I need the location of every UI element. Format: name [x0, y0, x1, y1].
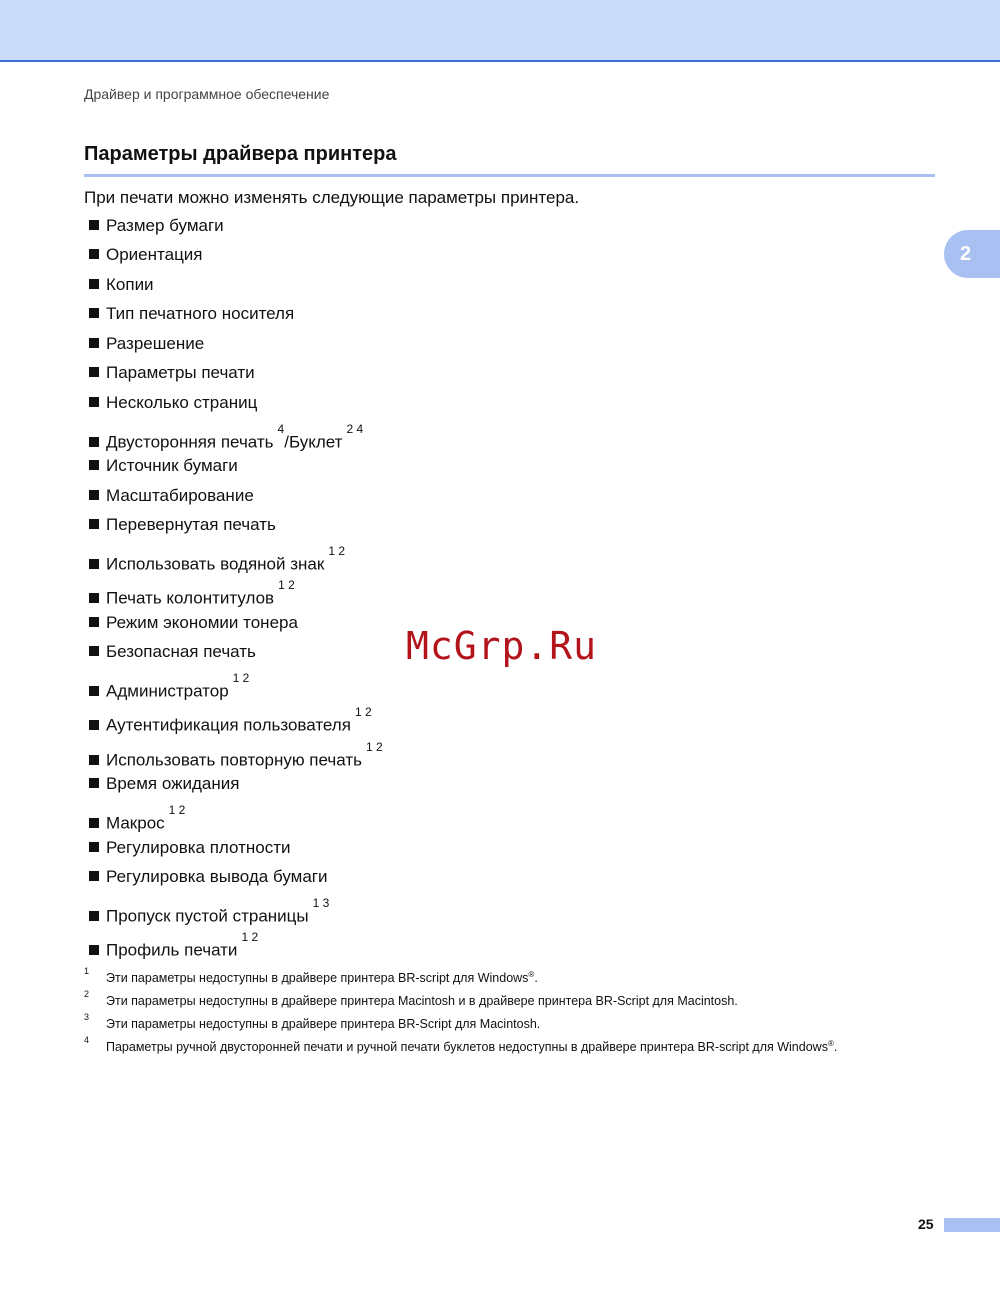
list-item-label: Безопасная печать: [106, 642, 256, 661]
footnote-text: Эти параметры недоступны в драйвере принтера Macintosh и в драйвере принтера BR-Script для Macintosh.: [106, 994, 738, 1008]
list-item-label: Администратор: [106, 681, 229, 701]
list-item: [89, 578, 295, 611]
list-item: [89, 836, 291, 860]
square-bullet-icon: [89, 559, 99, 569]
intro-text: При печати можно изменять следующие параметры принтера.: [84, 188, 580, 207]
footnote-text-wrap: [106, 1040, 837, 1054]
top-header-band: [0, 0, 1000, 62]
page-number: 25: [918, 1216, 934, 1232]
square-bullet-icon: [89, 617, 99, 627]
square-bullet-icon: [89, 367, 99, 377]
list-item-label: Использовать повторную печать: [106, 750, 362, 770]
square-bullet-icon: [89, 490, 99, 500]
list-item-label: Аутентификация пользователя: [106, 715, 351, 735]
list-item-label: Разрешение: [106, 334, 205, 353]
square-bullet-icon: [89, 460, 99, 470]
square-bullet-icon: [89, 437, 99, 447]
list-item: [89, 422, 364, 455]
square-bullet-icon: [89, 720, 99, 730]
footnote-ref: 1 2: [232, 671, 250, 685]
list-item-label: /Буклет: [284, 432, 343, 452]
list-item: [89, 544, 345, 577]
footnote-ref: 1 2: [366, 740, 383, 754]
list-item-label: Печать колонтитулов: [106, 588, 275, 608]
list-item-label: Режим экономии тонера: [106, 613, 298, 632]
square-bullet-icon: [89, 308, 99, 318]
list-item-label: Источник бумаги: [106, 456, 238, 475]
list-item: [89, 930, 259, 963]
registered-mark: ®: [528, 970, 535, 979]
footnote-number: 4: [84, 1035, 90, 1045]
list-item: [89, 865, 328, 889]
square-bullet-icon: [89, 646, 99, 656]
square-bullet-icon: [89, 818, 99, 828]
square-bullet-icon: [89, 249, 99, 259]
list-item: [89, 302, 294, 326]
list-item-label: Регулировка вывода бумаги: [106, 867, 328, 886]
footnote-text: Эти параметры недоступны в драйвере принтера BR-Script для Macintosh.: [106, 1017, 541, 1031]
list-item-label: Тип печатного носителя: [106, 304, 295, 323]
list-item-label: Несколько страниц: [106, 393, 258, 412]
footnote-ref: 1 2: [168, 803, 186, 817]
footnote-ref: 1 3: [312, 896, 330, 910]
list-item: [89, 484, 254, 508]
list-item: [89, 332, 204, 356]
list-item: [89, 513, 276, 537]
footnote-text: Параметры ручной двусторонней печати и ручной печати буклетов недоступны в драйвере принтера BR-script для Windows: [106, 1040, 828, 1054]
square-bullet-icon: [89, 279, 99, 289]
footnote-ref: 1 2: [278, 578, 295, 592]
footnote-end: .: [534, 971, 538, 985]
list-item: [89, 454, 238, 478]
square-bullet-icon: [89, 778, 99, 788]
square-bullet-icon: [89, 519, 99, 529]
watermark: McGrp.Ru: [406, 624, 598, 668]
footnote-ref: 1 2: [354, 705, 372, 719]
title-underline: [84, 174, 935, 177]
list-item-label: Пропуск пустой страницы: [106, 906, 309, 926]
list-item-label: Масштабирование: [106, 486, 254, 505]
list-item: [89, 273, 154, 297]
footnote-text-wrap: [106, 971, 538, 985]
list-item-label: Регулировка плотности: [106, 838, 291, 857]
square-bullet-icon: [89, 397, 99, 407]
square-bullet-icon: [89, 911, 99, 921]
list-item: [89, 705, 372, 738]
list-item: [89, 772, 239, 796]
square-bullet-icon: [89, 871, 99, 881]
list-item-label: Использовать водяной знак: [106, 554, 325, 574]
list-item: [89, 740, 383, 773]
footnote-text: Эти параметры недоступны в драйвере принтера BR-script для Windows: [106, 971, 529, 985]
registered-mark: ®: [827, 1039, 834, 1048]
list-item-label: Копии: [106, 275, 154, 294]
square-bullet-icon: [89, 686, 99, 696]
chapter-tab: 2: [944, 230, 1000, 278]
footnote-number: 2: [84, 989, 90, 999]
square-bullet-icon: [89, 755, 99, 765]
list-item: [89, 671, 250, 704]
list-item: [89, 896, 330, 929]
footnote-number: 3: [84, 1012, 90, 1022]
list-item-label: Перевернутая печать: [106, 515, 276, 534]
list-item: [89, 361, 255, 385]
footnote-ref: 1 2: [328, 544, 345, 558]
list-item: [89, 214, 224, 238]
list-item-label: Ориентация: [106, 245, 203, 264]
list-item: [89, 640, 256, 664]
breadcrumb: Драйвер и программное обеспечение: [84, 86, 330, 102]
square-bullet-icon: [89, 945, 99, 955]
square-bullet-icon: [89, 220, 99, 230]
list-item-label: Время ожидания: [106, 774, 240, 793]
list-item: [89, 611, 298, 635]
footnote-end: .: [833, 1040, 838, 1054]
page-number-tab: [944, 1218, 1000, 1232]
list-item-label: Макрос: [106, 813, 165, 833]
footnote-ref: 1 2: [241, 930, 259, 944]
list-item-label: Двусторонняя печать: [106, 432, 274, 452]
page-title: Параметры драйвера принтера: [84, 143, 397, 165]
list-item: [89, 803, 186, 836]
square-bullet-icon: [89, 593, 99, 603]
square-bullet-icon: [89, 338, 99, 348]
list-item: [89, 243, 203, 267]
footnote-number: 1: [84, 966, 90, 976]
list-item: [89, 391, 257, 415]
square-bullet-icon: [89, 842, 99, 852]
list-item-label: Профиль печати: [106, 940, 238, 960]
footnote-ref: 2 4: [346, 422, 364, 436]
footnote-ref: 4: [277, 422, 285, 436]
list-item-label: Размер бумаги: [106, 216, 224, 235]
list-item-label: Параметры печати: [106, 363, 255, 382]
